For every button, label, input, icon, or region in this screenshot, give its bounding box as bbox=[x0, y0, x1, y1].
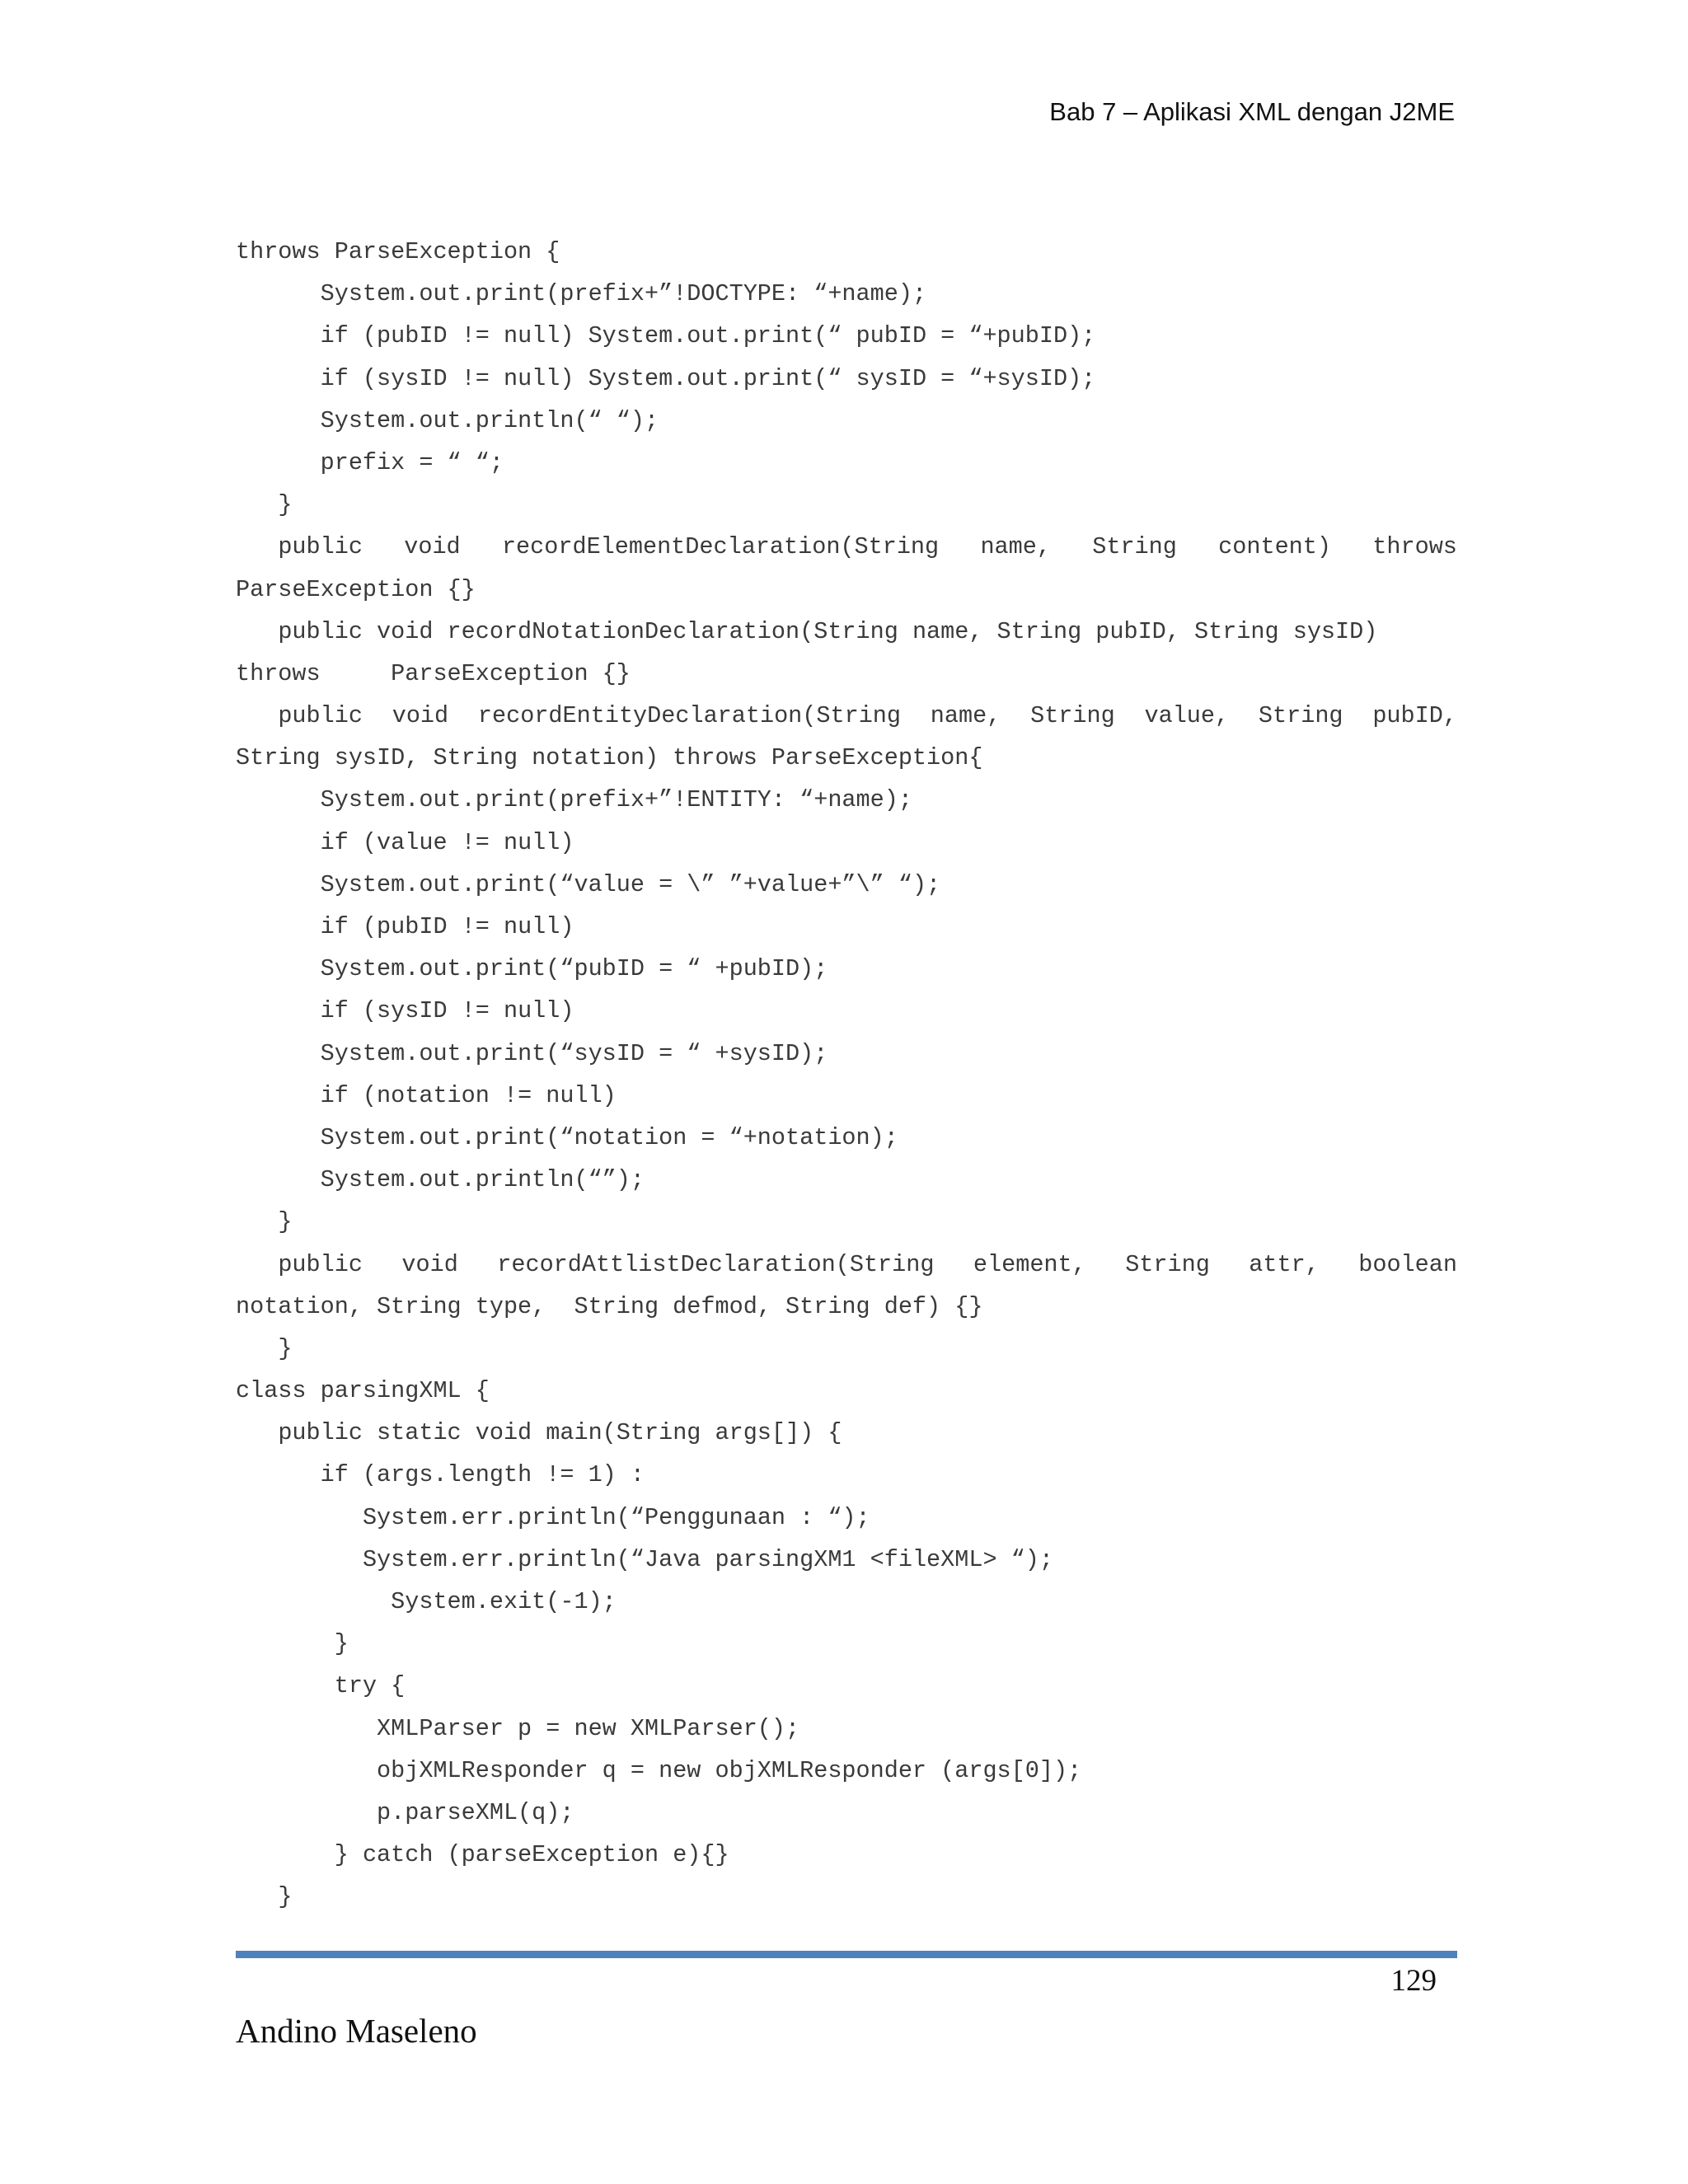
code-line bbox=[236, 1539, 1457, 1581]
code-line bbox=[236, 1075, 1457, 1117]
code-line bbox=[236, 1792, 1457, 1834]
code-token: String bbox=[1092, 533, 1177, 561]
code-line bbox=[236, 1117, 1457, 1159]
code-line bbox=[236, 1370, 1457, 1412]
code-token: void bbox=[401, 1250, 458, 1278]
author-name: Andino Maseleno bbox=[236, 2012, 477, 2050]
code-text: try { bbox=[334, 1672, 406, 1700]
code-text: throws ParseException {} bbox=[236, 659, 631, 687]
code-line bbox=[236, 611, 1457, 653]
code-text: } catch (parseException e){} bbox=[334, 1841, 729, 1869]
code-line bbox=[236, 822, 1457, 864]
code-text: if (pubID != null) bbox=[320, 913, 574, 940]
code-line bbox=[236, 906, 1457, 948]
code-token: recordEntityDeclaration(String bbox=[477, 702, 902, 730]
footer-rule bbox=[236, 1951, 1457, 1958]
code-token: String bbox=[1030, 702, 1115, 730]
code-text: if (value != null) bbox=[320, 828, 574, 856]
code-token: recordElementDeclaration(String bbox=[501, 533, 940, 561]
code-text: System.out.print(prefix+”!ENTITY: “+name); bbox=[320, 786, 912, 814]
code-line bbox=[236, 1286, 1457, 1328]
code-token: element, bbox=[973, 1250, 1086, 1278]
code-line bbox=[236, 1033, 1457, 1075]
code-line bbox=[236, 484, 1457, 526]
code-token: public void recordNotationDeclaration(String name, String pubID, String sysID) bbox=[278, 617, 1378, 645]
code-text: } bbox=[278, 1208, 293, 1236]
code-token: content) bbox=[1218, 533, 1331, 561]
code-text: System.err.println(“Java parsingXM1 <fileXML> “); bbox=[362, 1545, 1053, 1573]
code-line bbox=[236, 695, 1457, 737]
code-text: System.out.print(“pubID = “ +pubID); bbox=[320, 955, 828, 983]
code-text: if (notation != null) bbox=[320, 1081, 617, 1109]
code-text: if (sysID != null) System.out.print(“ sysID = “+sysID); bbox=[320, 364, 1096, 392]
code-text: class parsingXML { bbox=[236, 1377, 490, 1405]
code-line bbox=[236, 1497, 1457, 1539]
code-text: System.out.println(“ “); bbox=[320, 406, 659, 434]
code-text: ParseException {} bbox=[236, 575, 476, 603]
code-line bbox=[236, 1454, 1457, 1496]
code-line bbox=[236, 779, 1457, 821]
code-token: name, bbox=[980, 533, 1051, 561]
page-number: 129 bbox=[1390, 1964, 1437, 1998]
code-line bbox=[236, 1244, 1457, 1286]
code-line bbox=[236, 1750, 1457, 1792]
code-token: value, bbox=[1144, 702, 1230, 730]
code-token: public bbox=[278, 1250, 363, 1278]
code-text: System.out.print(prefix+”!DOCTYPE: “+name); bbox=[320, 280, 927, 308]
code-line bbox=[236, 1201, 1457, 1243]
code-line bbox=[236, 1834, 1457, 1876]
code-token: String bbox=[1258, 702, 1343, 730]
code-text: notation, String type, String defmod, String def) {} bbox=[236, 1292, 983, 1320]
code-text: System.out.print(“value = \” ”+value+”\” “); bbox=[320, 870, 941, 898]
code-line bbox=[236, 1623, 1457, 1665]
code-text: } bbox=[278, 491, 293, 519]
running-header: Bab 7 – Aplikasi XML dengan J2ME bbox=[1049, 97, 1455, 126]
code-line bbox=[236, 1328, 1457, 1370]
code-line bbox=[236, 526, 1457, 568]
code-text: System.out.print(“notation = “+notation); bbox=[320, 1123, 898, 1151]
code-text: public static void main(String args[]) { bbox=[278, 1419, 842, 1447]
code-line bbox=[236, 948, 1457, 990]
code-line bbox=[236, 1412, 1457, 1454]
code-line bbox=[236, 1665, 1457, 1707]
code-line bbox=[236, 1708, 1457, 1750]
code-listing bbox=[236, 231, 1457, 1919]
code-token: public bbox=[278, 702, 363, 730]
code-line bbox=[236, 442, 1457, 484]
code-token: void bbox=[404, 533, 461, 561]
code-line bbox=[236, 400, 1457, 442]
code-token: String bbox=[1125, 1250, 1210, 1278]
code-line bbox=[236, 358, 1457, 400]
code-text: if (pubID != null) System.out.print(“ pubID = “+pubID); bbox=[320, 322, 1096, 350]
code-token: name, bbox=[930, 702, 1001, 730]
code-line bbox=[236, 569, 1457, 611]
code-text: XMLParser p = new XMLParser(); bbox=[377, 1714, 800, 1742]
code-token: void bbox=[392, 702, 449, 730]
code-line bbox=[236, 1159, 1457, 1201]
code-line bbox=[236, 231, 1457, 273]
code-line bbox=[236, 653, 1457, 695]
code-text: objXMLResponder q = new objXMLResponder (args[0]); bbox=[377, 1756, 1082, 1784]
code-token: recordAttlistDeclaration(String bbox=[497, 1250, 935, 1278]
code-line bbox=[236, 315, 1457, 357]
code-line bbox=[236, 990, 1457, 1032]
code-text: System.out.print(“sysID = “ +sysID); bbox=[320, 1039, 828, 1067]
code-text: String sysID, String notation) throws ParseException{ bbox=[236, 744, 983, 772]
code-token: pubID, bbox=[1372, 702, 1457, 730]
code-text: } bbox=[278, 1883, 293, 1911]
code-line bbox=[236, 737, 1457, 779]
code-text: System.err.println(“Penggunaan : “); bbox=[362, 1503, 870, 1531]
code-line bbox=[236, 1581, 1457, 1623]
code-text: System.out.println(“”); bbox=[320, 1166, 645, 1194]
code-text: prefix = “ “; bbox=[320, 448, 504, 476]
code-text: } bbox=[334, 1630, 349, 1658]
code-text: System.exit(-1); bbox=[391, 1588, 617, 1615]
code-line bbox=[236, 273, 1457, 315]
code-token: boolean bbox=[1358, 1250, 1457, 1278]
code-text: if (args.length != 1) : bbox=[320, 1461, 645, 1489]
code-text: if (sysID != null) bbox=[320, 997, 574, 1025]
code-text: } bbox=[278, 1334, 293, 1362]
code-token: public bbox=[278, 533, 363, 561]
code-token: throws bbox=[1372, 533, 1457, 561]
code-line bbox=[236, 1876, 1457, 1918]
code-token: attr, bbox=[1249, 1250, 1320, 1278]
code-text: throws ParseException { bbox=[236, 238, 560, 265]
code-line bbox=[236, 864, 1457, 906]
code-text: p.parseXML(q); bbox=[377, 1798, 574, 1826]
